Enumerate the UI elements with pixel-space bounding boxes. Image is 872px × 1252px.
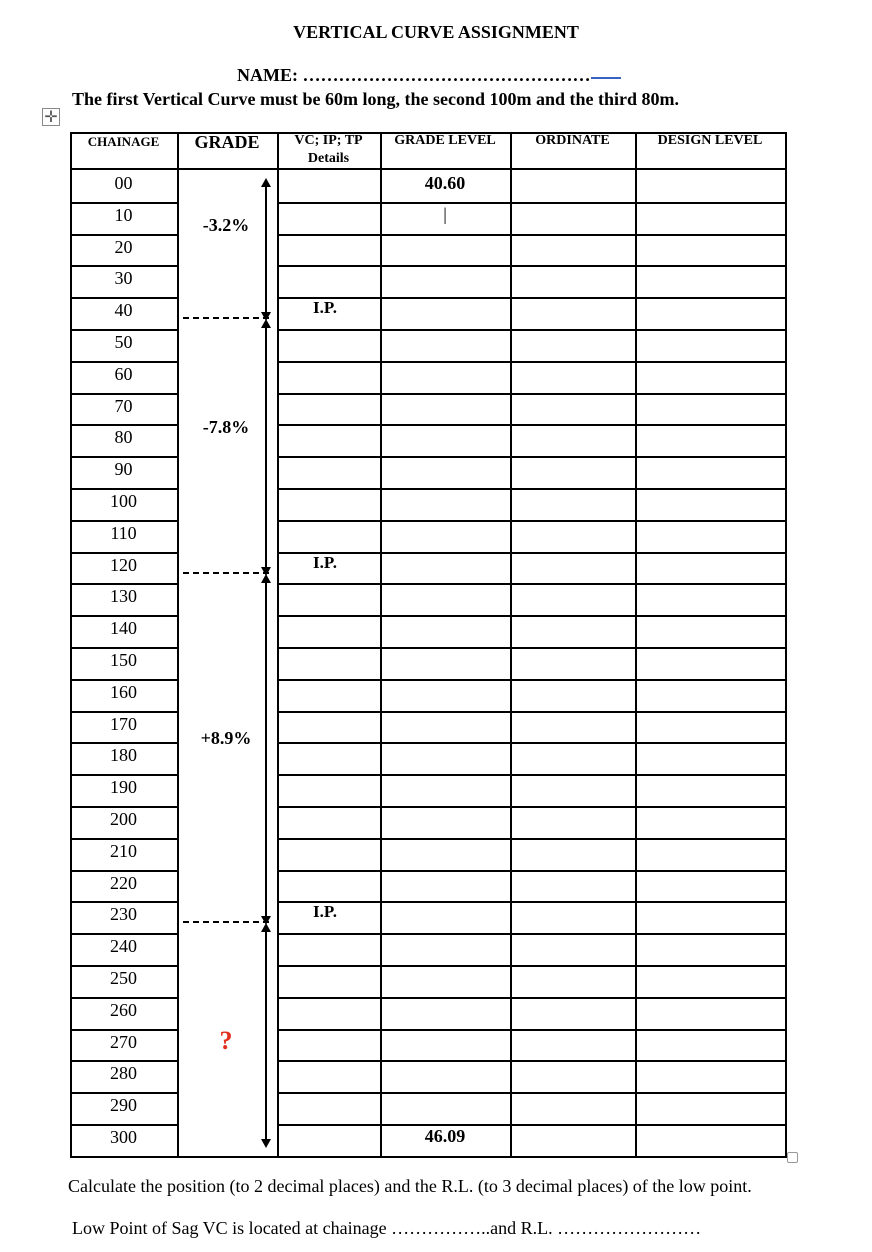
chainage-cell: 160 xyxy=(110,681,137,702)
row-divider xyxy=(277,297,785,299)
row-divider xyxy=(277,933,785,935)
column-divider xyxy=(177,132,179,1158)
grade-extent-line xyxy=(265,327,267,567)
ip-label: I.P. xyxy=(313,902,337,922)
name-line xyxy=(237,65,621,86)
chainage-cell: 40 xyxy=(114,300,133,321)
row-divider xyxy=(277,424,785,426)
chainage-cell: 30 xyxy=(114,268,133,289)
table-move-handle-icon[interactable]: ✛ xyxy=(42,108,60,126)
chainage-cell: 50 xyxy=(114,332,133,352)
row-divider xyxy=(277,234,785,236)
grade-level-start: 40.60 xyxy=(424,173,466,193)
chainage-cell: 210 xyxy=(110,840,137,861)
row-divider xyxy=(277,488,785,490)
name-label: NAME: xyxy=(237,65,298,85)
chainage-cell: 250 xyxy=(110,968,137,988)
name-dots: ………………………………………… xyxy=(302,65,591,85)
column-divider xyxy=(635,132,637,1158)
chainage-cell: 280 xyxy=(110,1063,137,1084)
row-divider xyxy=(277,774,785,776)
row-divider xyxy=(277,965,785,967)
row-divider xyxy=(277,647,785,649)
row-divider xyxy=(277,202,785,204)
unknown-grade-mark: ? xyxy=(219,1026,233,1055)
row-divider xyxy=(277,583,785,585)
row-divider xyxy=(277,838,785,840)
row-divider xyxy=(277,870,785,872)
chainage-cell: 150 xyxy=(110,650,137,670)
header-vc-details: VC; IP; TP xyxy=(294,133,363,148)
column-divider xyxy=(785,132,787,1158)
row-divider xyxy=(277,456,785,458)
name-field-link[interactable] xyxy=(591,71,621,79)
chainage-cell: 290 xyxy=(110,1095,137,1116)
instruction-text: The first Vertical Curve must be 60m long, the second 100m and the third 80m. xyxy=(72,89,679,109)
grade-level-end: 46.09 xyxy=(424,1126,466,1146)
chainage-cell: 60 xyxy=(114,363,133,384)
header-grade-level: GRADE LEVEL xyxy=(394,133,496,148)
row-divider xyxy=(277,806,785,808)
low-point-answer-line: Low Point of Sag VC is located at chainage ……………..and R.L. …………………… xyxy=(72,1218,702,1238)
row-divider xyxy=(277,520,785,522)
row-divider xyxy=(277,1029,785,1031)
chainage-cell: 200 xyxy=(110,809,137,829)
chainage-cell: 130 xyxy=(110,586,137,607)
chainage-cell: 270 xyxy=(110,1031,137,1052)
header-grade: GRADE xyxy=(194,132,260,152)
arrow-down-icon xyxy=(261,1139,271,1148)
row-divider xyxy=(277,265,785,267)
chainage-cell: 180 xyxy=(110,745,137,766)
chainage-cell: 80 xyxy=(114,427,133,448)
column-divider xyxy=(380,132,382,1158)
row-divider xyxy=(277,615,785,617)
row-divider xyxy=(277,329,785,331)
chainage-cell: 170 xyxy=(110,713,137,734)
row-divider xyxy=(277,552,785,554)
row-divider xyxy=(277,742,785,744)
row-divider xyxy=(277,679,785,681)
table-resize-handle-icon[interactable] xyxy=(787,1152,798,1163)
grade-label: +8.9% xyxy=(200,728,252,748)
chainage-cell: 100 xyxy=(110,491,137,511)
ip-dashed-separator xyxy=(183,572,269,574)
chainage-cell: 70 xyxy=(114,395,133,416)
calculation-instruction: Calculate the position (to 2 decimal places) and the R.L. (to 3 decimal places) of the low point. xyxy=(68,1176,752,1196)
header-chainage: CHAINAGE xyxy=(87,134,160,149)
row-divider xyxy=(277,1060,785,1062)
chainage-cell: 90 xyxy=(114,459,133,480)
ip-label: I.P. xyxy=(313,298,337,318)
column-divider xyxy=(510,132,512,1158)
row-divider xyxy=(277,711,785,713)
text-cursor: | xyxy=(443,203,447,224)
page-title: VERTICAL CURVE ASSIGNMENT xyxy=(293,22,579,42)
chainage-cell: 190 xyxy=(110,777,137,798)
chainage-cell: 20 xyxy=(114,236,133,257)
row-divider xyxy=(277,1092,785,1094)
header-design-level: DESIGN LEVEL xyxy=(657,133,763,148)
header-ordinate: ORDINATE xyxy=(535,133,610,148)
chainage-cell: 220 xyxy=(110,872,137,893)
grade-extent-line xyxy=(265,186,267,313)
grade-label: -3.2% xyxy=(202,215,250,235)
column-divider xyxy=(277,132,279,1158)
ip-label: I.P. xyxy=(313,552,337,572)
row-divider xyxy=(277,393,785,395)
ip-dashed-separator xyxy=(183,317,269,319)
chainage-cell: 260 xyxy=(110,999,137,1020)
row-divider xyxy=(277,901,785,903)
grade-extent-line xyxy=(265,582,267,918)
chainage-cell: 140 xyxy=(110,618,137,639)
grade-label: -7.8% xyxy=(202,417,250,437)
chainage-cell: 120 xyxy=(110,554,137,575)
chainage-cell: 300 xyxy=(110,1127,137,1147)
row-divider xyxy=(277,361,785,363)
chainage-cell: 00 xyxy=(114,173,133,193)
ip-dashed-separator xyxy=(183,921,269,923)
header-vc-details-sub: Details xyxy=(307,151,350,166)
chainage-cell: 110 xyxy=(110,522,137,543)
chainage-cell: 230 xyxy=(110,904,137,925)
row-divider xyxy=(277,1124,785,1126)
chainage-cell: 10 xyxy=(114,204,133,225)
row-divider xyxy=(277,997,785,999)
chainage-cell: 240 xyxy=(110,936,137,957)
